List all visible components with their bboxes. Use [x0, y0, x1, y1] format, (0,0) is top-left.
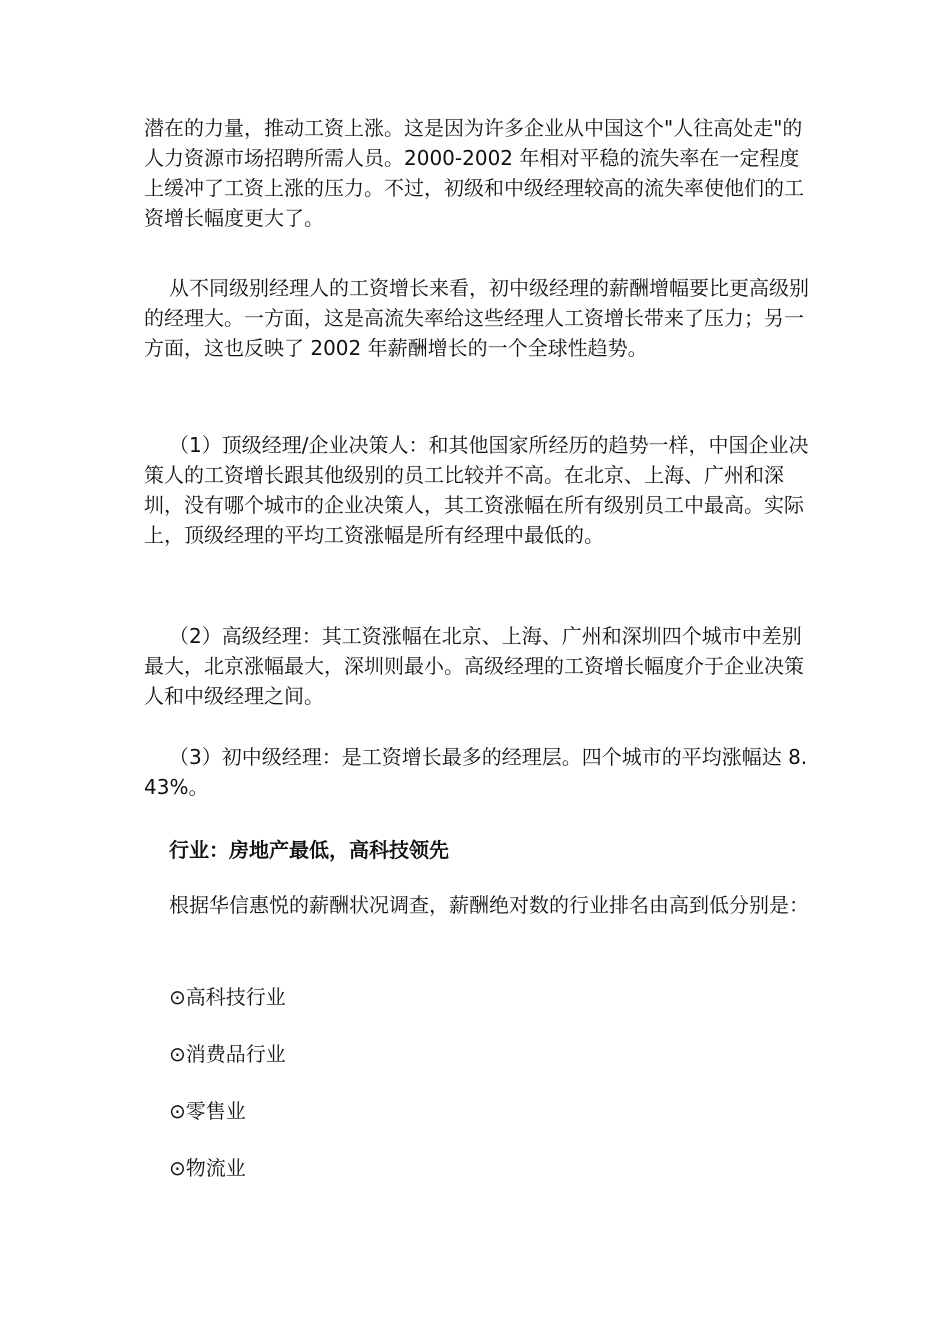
list-item-retail: ⊙零售业 — [169, 1099, 246, 1123]
list-item-consumer-goods: ⊙消费品行业 — [169, 1042, 286, 1066]
paragraph-turnover: 潜在的力量，推动工资上涨。这是因为许多企业从中国这个"人往高处走"的人力资源市场招聘所需人员。2000-2002 年相对平稳的流失率在一定程度上缓冲了工资上涨的压力。不过，初级和中级经理较高的流失率使他们的工资增长幅度更大了。 — [144, 116, 804, 230]
list-item-high-tech: ⊙高科技行业 — [169, 985, 286, 1009]
list-item-logistics: ⊙物流业 — [169, 1156, 246, 1180]
paragraph-level-growth: 从不同级别经理人的工资增长来看，初中级经理的薪酬增幅要比更高级别的经理大。一方面，这是高流失率给这些经理人工资增长带来了压力；另一方面，这也反映了 2002 年薪酬增长的一个全球性趋势。 — [144, 276, 809, 360]
section-heading-industry: 行业：房地产最低，高科技领先 — [169, 838, 449, 862]
paragraph-top-managers: （1）顶级经理/企业决策人：和其他国家所经历的趋势一样，中国企业决策人的工资增长跟其他级别的员工比较并不高。在北京、上海、广州和深圳，没有哪个城市的企业决策人，其工资涨幅在所有级别员工中最高。实际上，顶级经理的平均工资涨幅是所有经理中最低的。 — [144, 433, 809, 547]
paragraph-industry-ranking: 根据华信惠悦的薪酬状况调查，薪酬绝对数的行业排名由高到低分别是： — [169, 893, 809, 917]
paragraph-junior-managers: （3）初中级经理：是工资增长最多的经理层。四个城市的平均涨幅达 8.43%。 — [144, 745, 808, 799]
paragraph-senior-managers: （2）高级经理：其工资涨幅在北京、上海、广州和深圳四个城市中差别最大，北京涨幅最大，深圳则最小。高级经理的工资增长幅度介于企业决策人和中级经理之间。 — [144, 624, 804, 708]
